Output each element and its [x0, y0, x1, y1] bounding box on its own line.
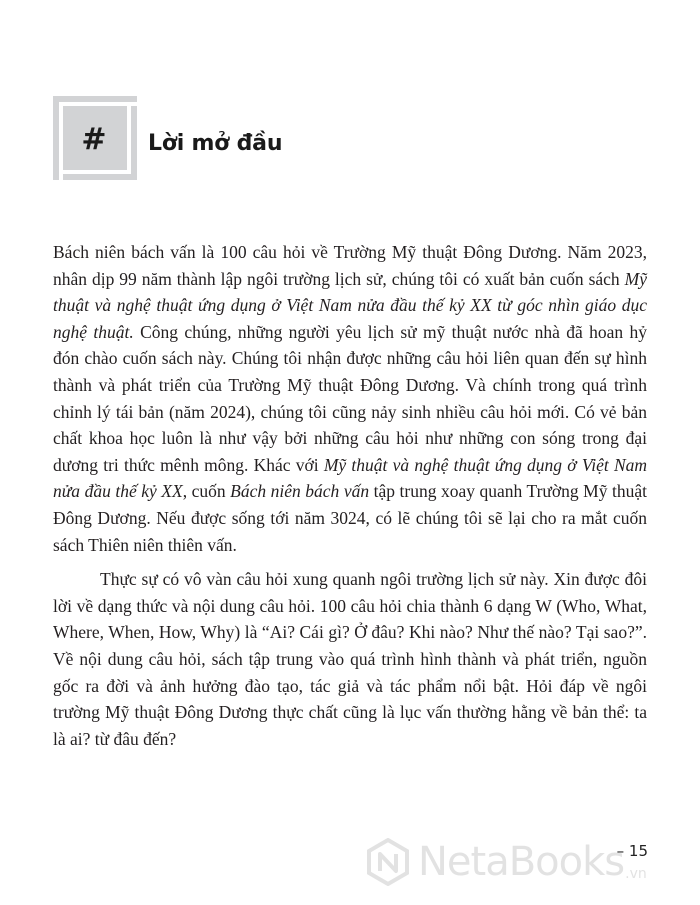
- text-run: , cuốn: [182, 481, 231, 502]
- watermark-brand: NetaBooks: [418, 839, 625, 885]
- heading-symbol: #: [81, 121, 107, 157]
- text-run: Bách niên bách vấn là 100 câu hỏi về Trường Mỹ thuật Đông Dương. Năm 2023, nhân dịp 99 năm thành lập ngôi trường lịch sử, chúng tôi có xuất bản cuốn sách: [53, 242, 647, 289]
- page-title: Lời mở đầu: [148, 131, 283, 156]
- italic-book-title: Bách niên bách vấn: [230, 481, 370, 502]
- text-run: tập trung xoay quanh Trường Mỹ thuật Đông Dương. Nếu được sống tới năm 3024, có lẽ chúng tôi sẽ lại cho ra mắt cuốn sách Thiên niên thiên vấn.: [53, 481, 647, 555]
- paragraph-1: [53, 239, 647, 558]
- page-number: – 15: [616, 842, 648, 860]
- watermark: [364, 838, 647, 886]
- italic-book-title: Mỹ thuật và nghệ thuật ứng dụng ở Việt Nam nửa đầu thế kỷ XX từ góc nhìn giáo dục nghệ thuật.: [53, 268, 647, 342]
- text-run: Thực sự có vô vàn câu hỏi xung quanh ngôi trường lịch sử này. Xin được đôi lời về dạng thức và nội dung câu hỏi. 100 câu hỏi chia thành 6 dạng W (Who, What, Where, When, How, Why) là “Ai? Cái gì? Ở đâu? Khi nào? Như thế nào? Tại sao?”. Về nội dung câu hỏi, sách tập trung vào quá trình hình thành và phát triển, nguồn gốc ra đời và ảnh hưởng đào tạo, tác giả và tác phẩm nổi bật. Hỏi đáp về ngôi trường Mỹ thuật Đông Dương thực chất cũng là lục vấn thường hằng về bản thể: ta là ai? từ đâu đến?: [53, 569, 647, 749]
- paragraph-2: [53, 566, 647, 752]
- text-run: Công chúng, những người yêu lịch sử mỹ thuật nước nhà đã hoan hỷ đón chào cuốn sách này. Chúng tôi nhận được những câu hỏi liên quan đến sự hình thành và phát triển của Trường Mỹ thuật Đông Dương. Và chính trong quá trình chỉnh lý tái bản (năm 2024), chúng tôi cũng nảy sinh nhiều câu hỏi mới. Có vẻ bản chất khoa học luôn là như vậy bởi những câu hỏi như những con sóng trong đại dương tri thức mênh mông. Khác với: [53, 321, 647, 475]
- italic-book-title: Mỹ thuật và nghệ thuật ứng dụng ở Việt Nam nửa đầu thế kỷ XX: [53, 454, 648, 502]
- netabooks-logo-icon: [364, 838, 412, 886]
- watermark-suffix: .vn: [625, 866, 647, 882]
- body-text: [53, 239, 647, 752]
